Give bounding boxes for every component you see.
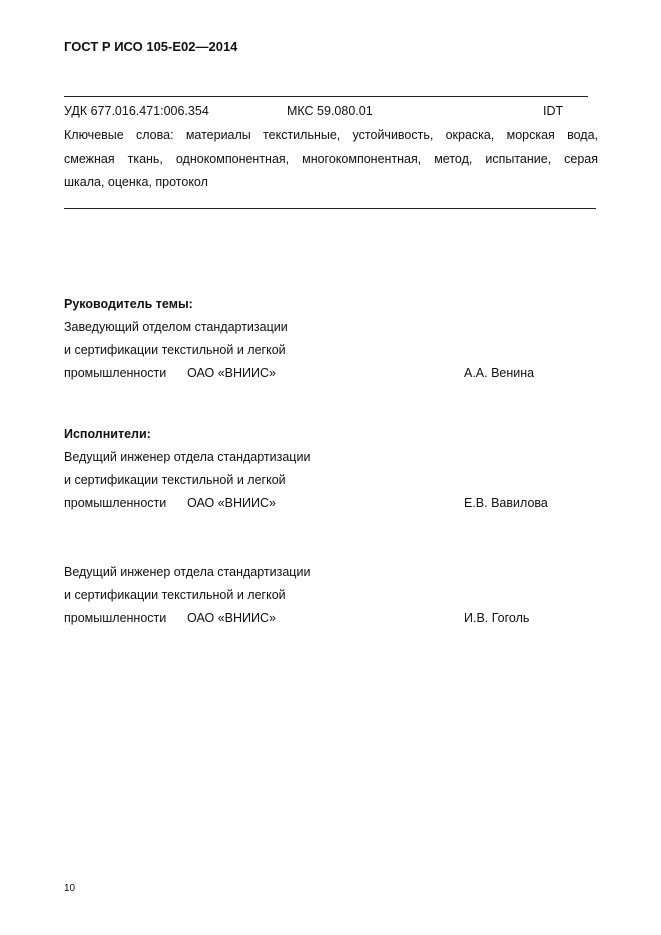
performer-1-org: ОАО «ВНИИС» <box>187 496 276 510</box>
divider-bottom <box>64 208 596 209</box>
divider-top <box>64 96 588 97</box>
leader-heading: Руководитель темы: <box>64 297 193 311</box>
leader-org: ОАО «ВНИИС» <box>187 366 276 380</box>
performer-2-org: ОАО «ВНИИС» <box>187 611 276 625</box>
keywords-line-2: смежная ткань, однокомпонентная, многокомпонентная, метод, испытание, серая <box>64 152 598 166</box>
mks-code: МКС 59.080.01 <box>287 104 373 118</box>
keywords-line-3: шкала, оценка, протокол <box>64 175 208 189</box>
performer-1-position-2: и сертификации текстильной и легкой <box>64 473 286 487</box>
performer-2-position-1: Ведущий инженер отдела стандартизации <box>64 565 311 579</box>
page-number: 10 <box>64 883 76 894</box>
leader-name: А.А. Венина <box>464 366 535 380</box>
performer-1-name: Е.В. Вавилова <box>464 496 548 510</box>
performer-2-position-2: и сертификации текстильной и легкой <box>64 588 286 602</box>
performers-heading: Исполнители: <box>64 427 151 441</box>
document-title: ГОСТ Р ИСО 105-E02—2014 <box>64 39 238 54</box>
performer-1-position-3: промышленности <box>64 496 167 510</box>
performer-2-name: И.В. Гоголь <box>464 611 530 625</box>
leader-position-1: Заведующий отделом стандартизации <box>64 320 288 334</box>
performer-2-position-3: промышленности <box>64 611 167 625</box>
performer-1-position-1: Ведущий инженер отдела стандартизации <box>64 450 311 464</box>
leader-position-3: промышленности <box>64 366 167 380</box>
keywords-line-1: Ключевые слова: материалы текстильные, устойчивость, окраска, морская вода, <box>64 128 598 142</box>
udk-code: УДК 677.016.471:006.354 <box>64 104 209 118</box>
degree-of-correspondence: IDT <box>543 104 564 118</box>
leader-position-2: и сертификации текстильной и легкой <box>64 343 286 357</box>
